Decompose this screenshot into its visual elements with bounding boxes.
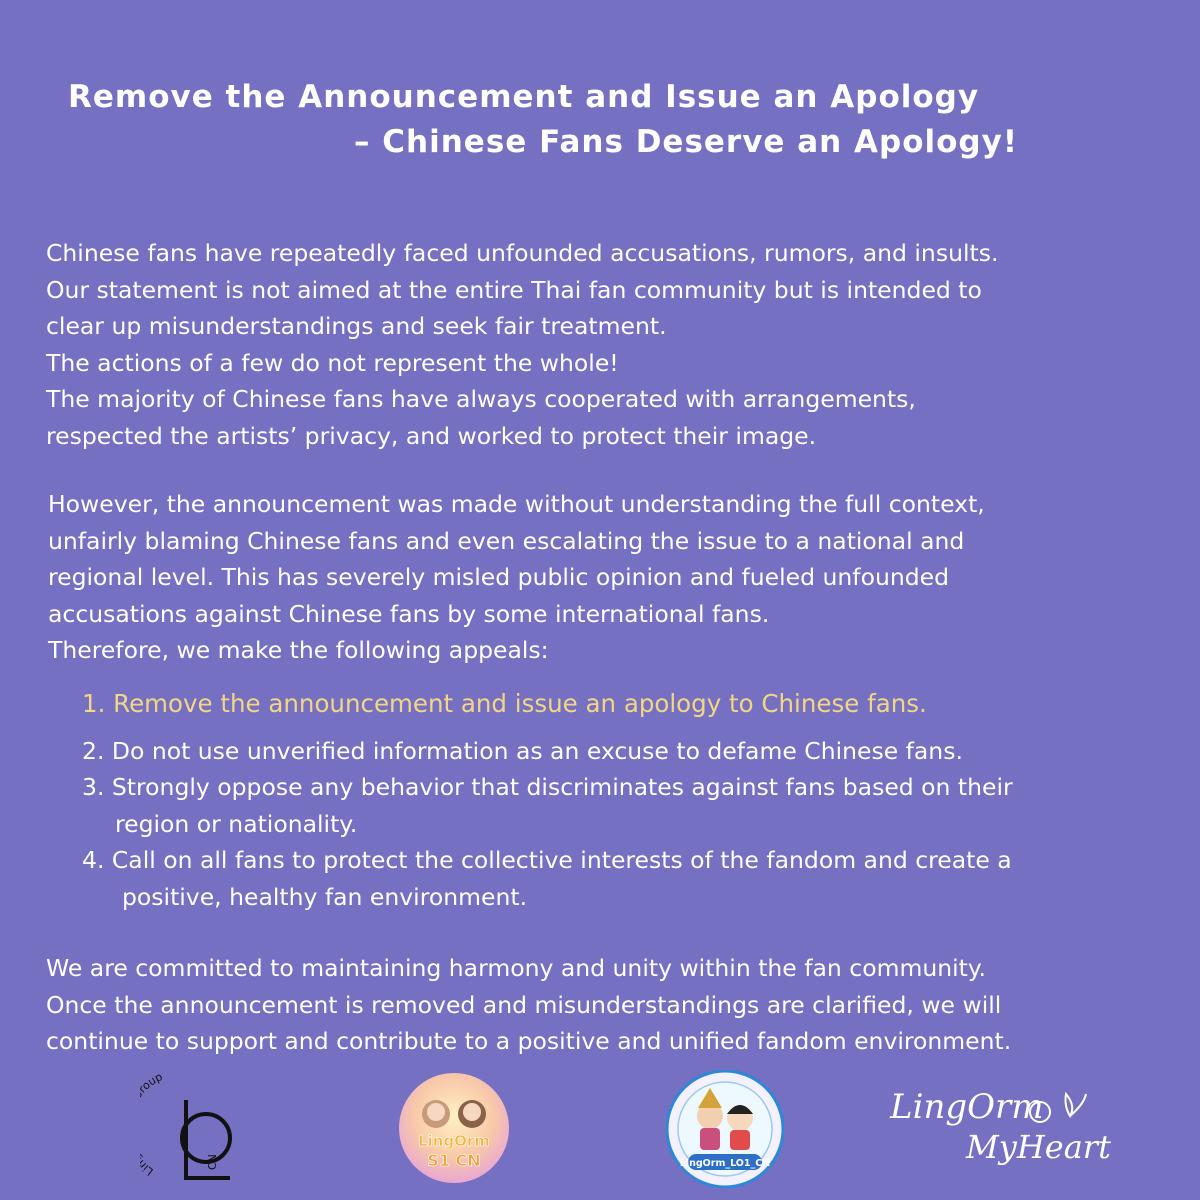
myheart-logo-text-1: LingOrm xyxy=(890,1087,1044,1127)
context-paragraph xyxy=(48,486,985,669)
paragraph-line: Therefore, we make the following appeals: xyxy=(48,636,549,664)
paragraph-line: Chinese fans have repeatedly faced unfounded accusations, rumors, and insults. xyxy=(46,239,999,267)
paragraph-line: The actions of a few do not represent the whole! xyxy=(46,348,619,377)
lo1-logo-icon xyxy=(666,1070,784,1188)
paragraph-line: Our statement is not aimed at the entire Thai fan community but is intended to xyxy=(46,275,982,304)
s1-logo-text-1: LingOrm xyxy=(418,1132,490,1150)
title-line-2: – Chinese Fans Deserve an Apology! xyxy=(354,124,1018,160)
paragraph-line: However, the announcement was made without understanding the full context, xyxy=(48,490,985,518)
appeals-list xyxy=(82,686,1013,915)
paragraph-line: We are committed to maintaining harmony and unity within the fan community. xyxy=(46,954,986,982)
paragraph-line: The majority of Chinese fans have always cooperated with arrangements, xyxy=(46,385,916,413)
lo1-logo xyxy=(666,1070,784,1188)
myheart-logo xyxy=(880,1078,1160,1168)
paragraph-line: regional level. This has severely misled public opinion and fueled unfounded xyxy=(48,563,950,591)
appeal-item-4: 4. Call on all fans to protect the collective interests of the fandom and create a xyxy=(82,846,1012,874)
intro-paragraph xyxy=(46,235,998,454)
svg-text:LingOrm_DataGroup xyxy=(140,1070,164,1178)
s1-logo-text-2: S1 CN xyxy=(427,1151,481,1170)
appeal-item-3: 3. Strongly oppose any behavior that discriminates against fans based on their xyxy=(82,773,1013,801)
s1-logo-icon xyxy=(398,1072,510,1184)
appeal-item-2: 2. Do not use unverified information as an excuse to defame Chinese fans. xyxy=(82,736,963,765)
myheart-logo-text-2: MyHeart xyxy=(966,1128,1111,1166)
paragraph-line: unfairly blaming Chinese fans and even escalating the issue to a national and xyxy=(48,526,965,555)
closing-paragraph xyxy=(46,950,1011,1060)
paragraph-line: continue to support and contribute to a positive and unified fandom environment. xyxy=(46,1027,1012,1055)
datagroup-logo-cn: CN xyxy=(206,1154,219,1170)
appeal-item-3-continued: region or nationality. xyxy=(115,809,358,838)
datagroup-logo-text: Li oup xyxy=(140,1070,165,1179)
datagroup-logo xyxy=(140,1066,250,1190)
paragraph-line: Once the announcement is removed and misunderstandings are clarified, we will xyxy=(46,990,1002,1019)
paragraph-line: clear up misunderstandings and seek fair treatment. xyxy=(46,312,667,340)
myheart-logo-icon xyxy=(880,1078,1160,1168)
paragraph-line: accusations against Chinese fans by some international fans. xyxy=(48,599,770,628)
datagroup-logo-icon xyxy=(140,1066,250,1190)
appeal-item-1: 1. Remove the announcement and issue an apology to Chinese fans. xyxy=(82,689,927,718)
lo1-logo-text: LingOrm_LO1_CN xyxy=(679,1158,771,1169)
appeal-item-4-continued: positive, healthy fan environment. xyxy=(122,882,528,911)
s1-logo xyxy=(398,1072,510,1184)
paragraph-line: respected the artists’ privacy, and worked to protect their image. xyxy=(46,421,817,450)
title-line-1: Remove the Announcement and Issue an Apology xyxy=(68,79,980,115)
